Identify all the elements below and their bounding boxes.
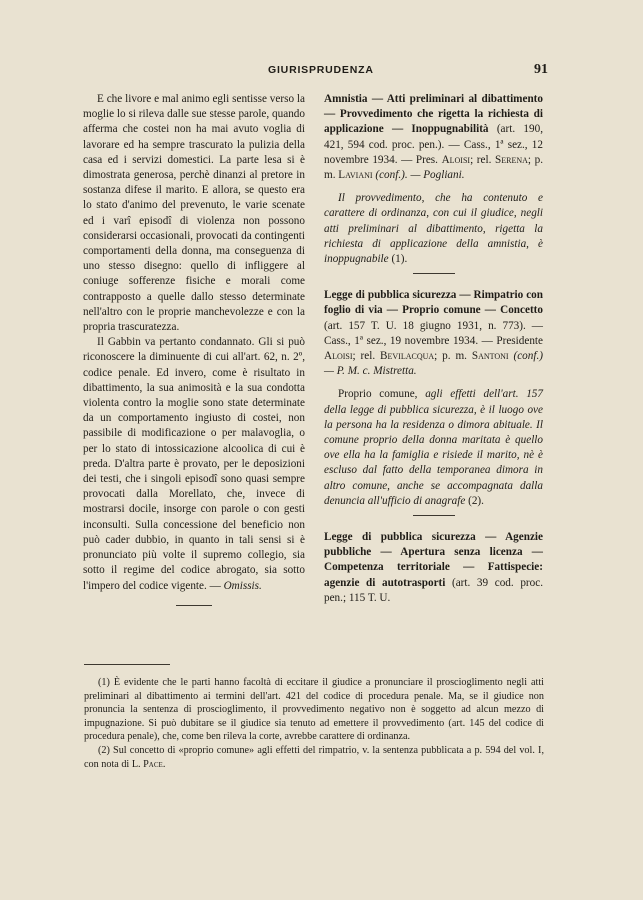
case-1-rel-label: ; rel.: [470, 153, 495, 166]
case-2-massima-text: agli effetti dell'art. 157 della legge di pubblica sicurezza, è il luogo ove la persona ha la residenza o dimora abituale. Il comune proprio della donna maritata è quello ove ella ha la famiglia e risiede il marito, nè è escluso dal fatto della temporanea dimora in altro comune, anche se accompagnata dalla denuncia all'ufficio di anagrafe: [324, 388, 543, 507]
separator-1: [413, 273, 455, 274]
case-1-pm-label: ; p. m.: [324, 153, 543, 182]
case-2-president: Aloisi: [324, 350, 353, 363]
case-3-heading: [324, 530, 543, 606]
case-1-note-ref: (1).: [388, 253, 408, 266]
case-2-prosecutor: Santoni: [471, 350, 509, 363]
case-2-heading: [324, 288, 543, 379]
case-1-parties: . — Pogliani.: [404, 169, 465, 182]
case-1-conf: (conf.): [372, 169, 405, 182]
footnote-2: [84, 744, 544, 771]
case-3-citation: (art. 39 cod. proc. pen.; 115 T. U.: [324, 576, 543, 604]
case-3-subject: Legge di pubblica sicurezza — Agenzie pubbliche — Apertura senza licenza — Competenza territoriale — Fattispecie: agenzie di autotrasporti: [324, 531, 543, 589]
case-2-note-ref: (2).: [465, 494, 484, 507]
running-head: [0, 62, 643, 80]
running-title: GIURISPRUDENZA: [268, 64, 374, 76]
footnotes: [84, 676, 544, 771]
paragraph-1: E che livore e mal animo egli sentisse verso la moglie lo si rileva dalle sue stesse parole, quando afferma che costei non ha mai avuto voglia di lavorare ed ha sempre trascurato la pulizia della casa ed i servizi domestici. La parte lesa si è dimostrata generosa, perchè dinanzi al pretore in sostanza difese il marito. E allora, se questo era lo stato d'animo del prevenuto, le varie scenate ed i varî episodî di violenza non possono considerarsi occasionali, provocati da contingenti comportamenti della donna, ma conseguenza di uno stesso disegno: quello di infliggere al coniuge sofferenze fisiche e morali come contrapposto a quelle dallo stesso determinate nell'altro con le proprie manchevolezze e con la propria trascuratezza.: [83, 93, 305, 334]
case-1-rapporteur: Serena: [495, 153, 528, 166]
case-2-parties: — P. M. c. Mistretta.: [324, 365, 417, 378]
case-2-massima-lead: Proprio comune,: [338, 388, 426, 401]
omissis: Omissis.: [223, 579, 262, 592]
footnote-2-author: Pace: [143, 758, 163, 770]
case-1-massima: [324, 191, 543, 267]
page-number: 91: [534, 62, 548, 77]
case-2-pm-label: ; p. m.: [434, 350, 472, 363]
case-1-president: Aloisi: [441, 153, 471, 166]
paragraph-2-text: Il Gabbin va pertanto condannato. Gli si può riconoscere la diminuente di cui all'art. 62, n. 2º, codice penale. Ed invero, come è risultato in dibattimento, la sua animosità e la sua condotta violenta contro la moglie sono state determinate da un comportamento ingiusto di costei, non passibile di modificazione o per malavoglia, o per lo stato di intossicazione alcoolica di cui è preda. D'altra parte è provato, per le deposizioni dei testi, che i singoli episodî sono quasi sempre provocati dalla Morellato, che, invece di mostrarsi docile, insorge con parole o con gesti inconsulti. Sulla concessione del beneficio non può cader dubbio, in quanto in tali sensi si è pronunciato più volte il supremo collegio, sia sotto il regime del codice abrogato, sia sotto l'impero del codice vigente. —: [83, 336, 305, 592]
end-rule: [176, 605, 212, 606]
case-1-massima-text: Il provvedimento, che ha contenuto e carattere di ordinanza, con cui il giudice, negli atti preliminari al dibattimento, rigetta la richiesta di applicazione della amnistia, è inoppugnabile: [324, 192, 543, 266]
left-column: [83, 92, 305, 611]
case-2-citation: (art. 157 T. U. 18 giugno 1931, n. 773). — Cass., 1ª sez., 19 novembre 1934. — Presidente: [324, 319, 543, 347]
footnote-2-text: (2) Sul concetto di «proprio comune» agli effetti del rimpatrio, v. la sentenza pubblicata a p. 594 del vol. I, con nota di L.: [84, 744, 544, 770]
case-1-prosecutor: Laviani: [338, 169, 373, 182]
separator-2: [413, 515, 455, 516]
footnote-rule: [84, 664, 170, 665]
footnote-1: (1) È evidente che le parti hanno facoltà di eccitare il giudice a pronunciare il proscioglimento negli atti preliminari al dibattimento ai termini dell'art. 421 del codice di procedura penale. Ma, se il giudice non pronuncia la sentenza di proscioglimento, il provvedimento negativo non è soggetto ad alcun mezzo di impugnazione. Si può dubitare se il giudice sia tenuto ad emettere il provvedimento (art. 145 del codice di procedura penale), che, come ben rileva la corte, avrebbe carattere di ordinanza.: [84, 677, 544, 743]
end-mark: [83, 596, 305, 611]
case-2-rel-label: ; rel.: [352, 350, 381, 363]
case-1-heading: [324, 92, 543, 183]
case-2-subject: Legge di pubblica sicurezza — Rimpatrio con foglio di via — Proprio comune — Concetto: [324, 289, 543, 317]
case-1-citation: (art. 190, 421, 594 cod. proc. pen.). — Cass., 1ª sez., 12 novembre 1934. — Pres.: [324, 123, 543, 166]
right-column: [324, 92, 543, 606]
case-2-rapporteur: Bevilacqua: [380, 350, 435, 363]
case-2-massima: [324, 387, 543, 509]
case-1-subject: Amnistia — Atti preliminari al dibattimento — Provvedimento che rigetta la richiesta di applicazione — Inoppugnabilità: [324, 93, 543, 136]
paragraph-2: [83, 335, 305, 593]
case-2-conf: (conf.): [508, 350, 543, 363]
footnote-2-end: .: [162, 758, 166, 770]
